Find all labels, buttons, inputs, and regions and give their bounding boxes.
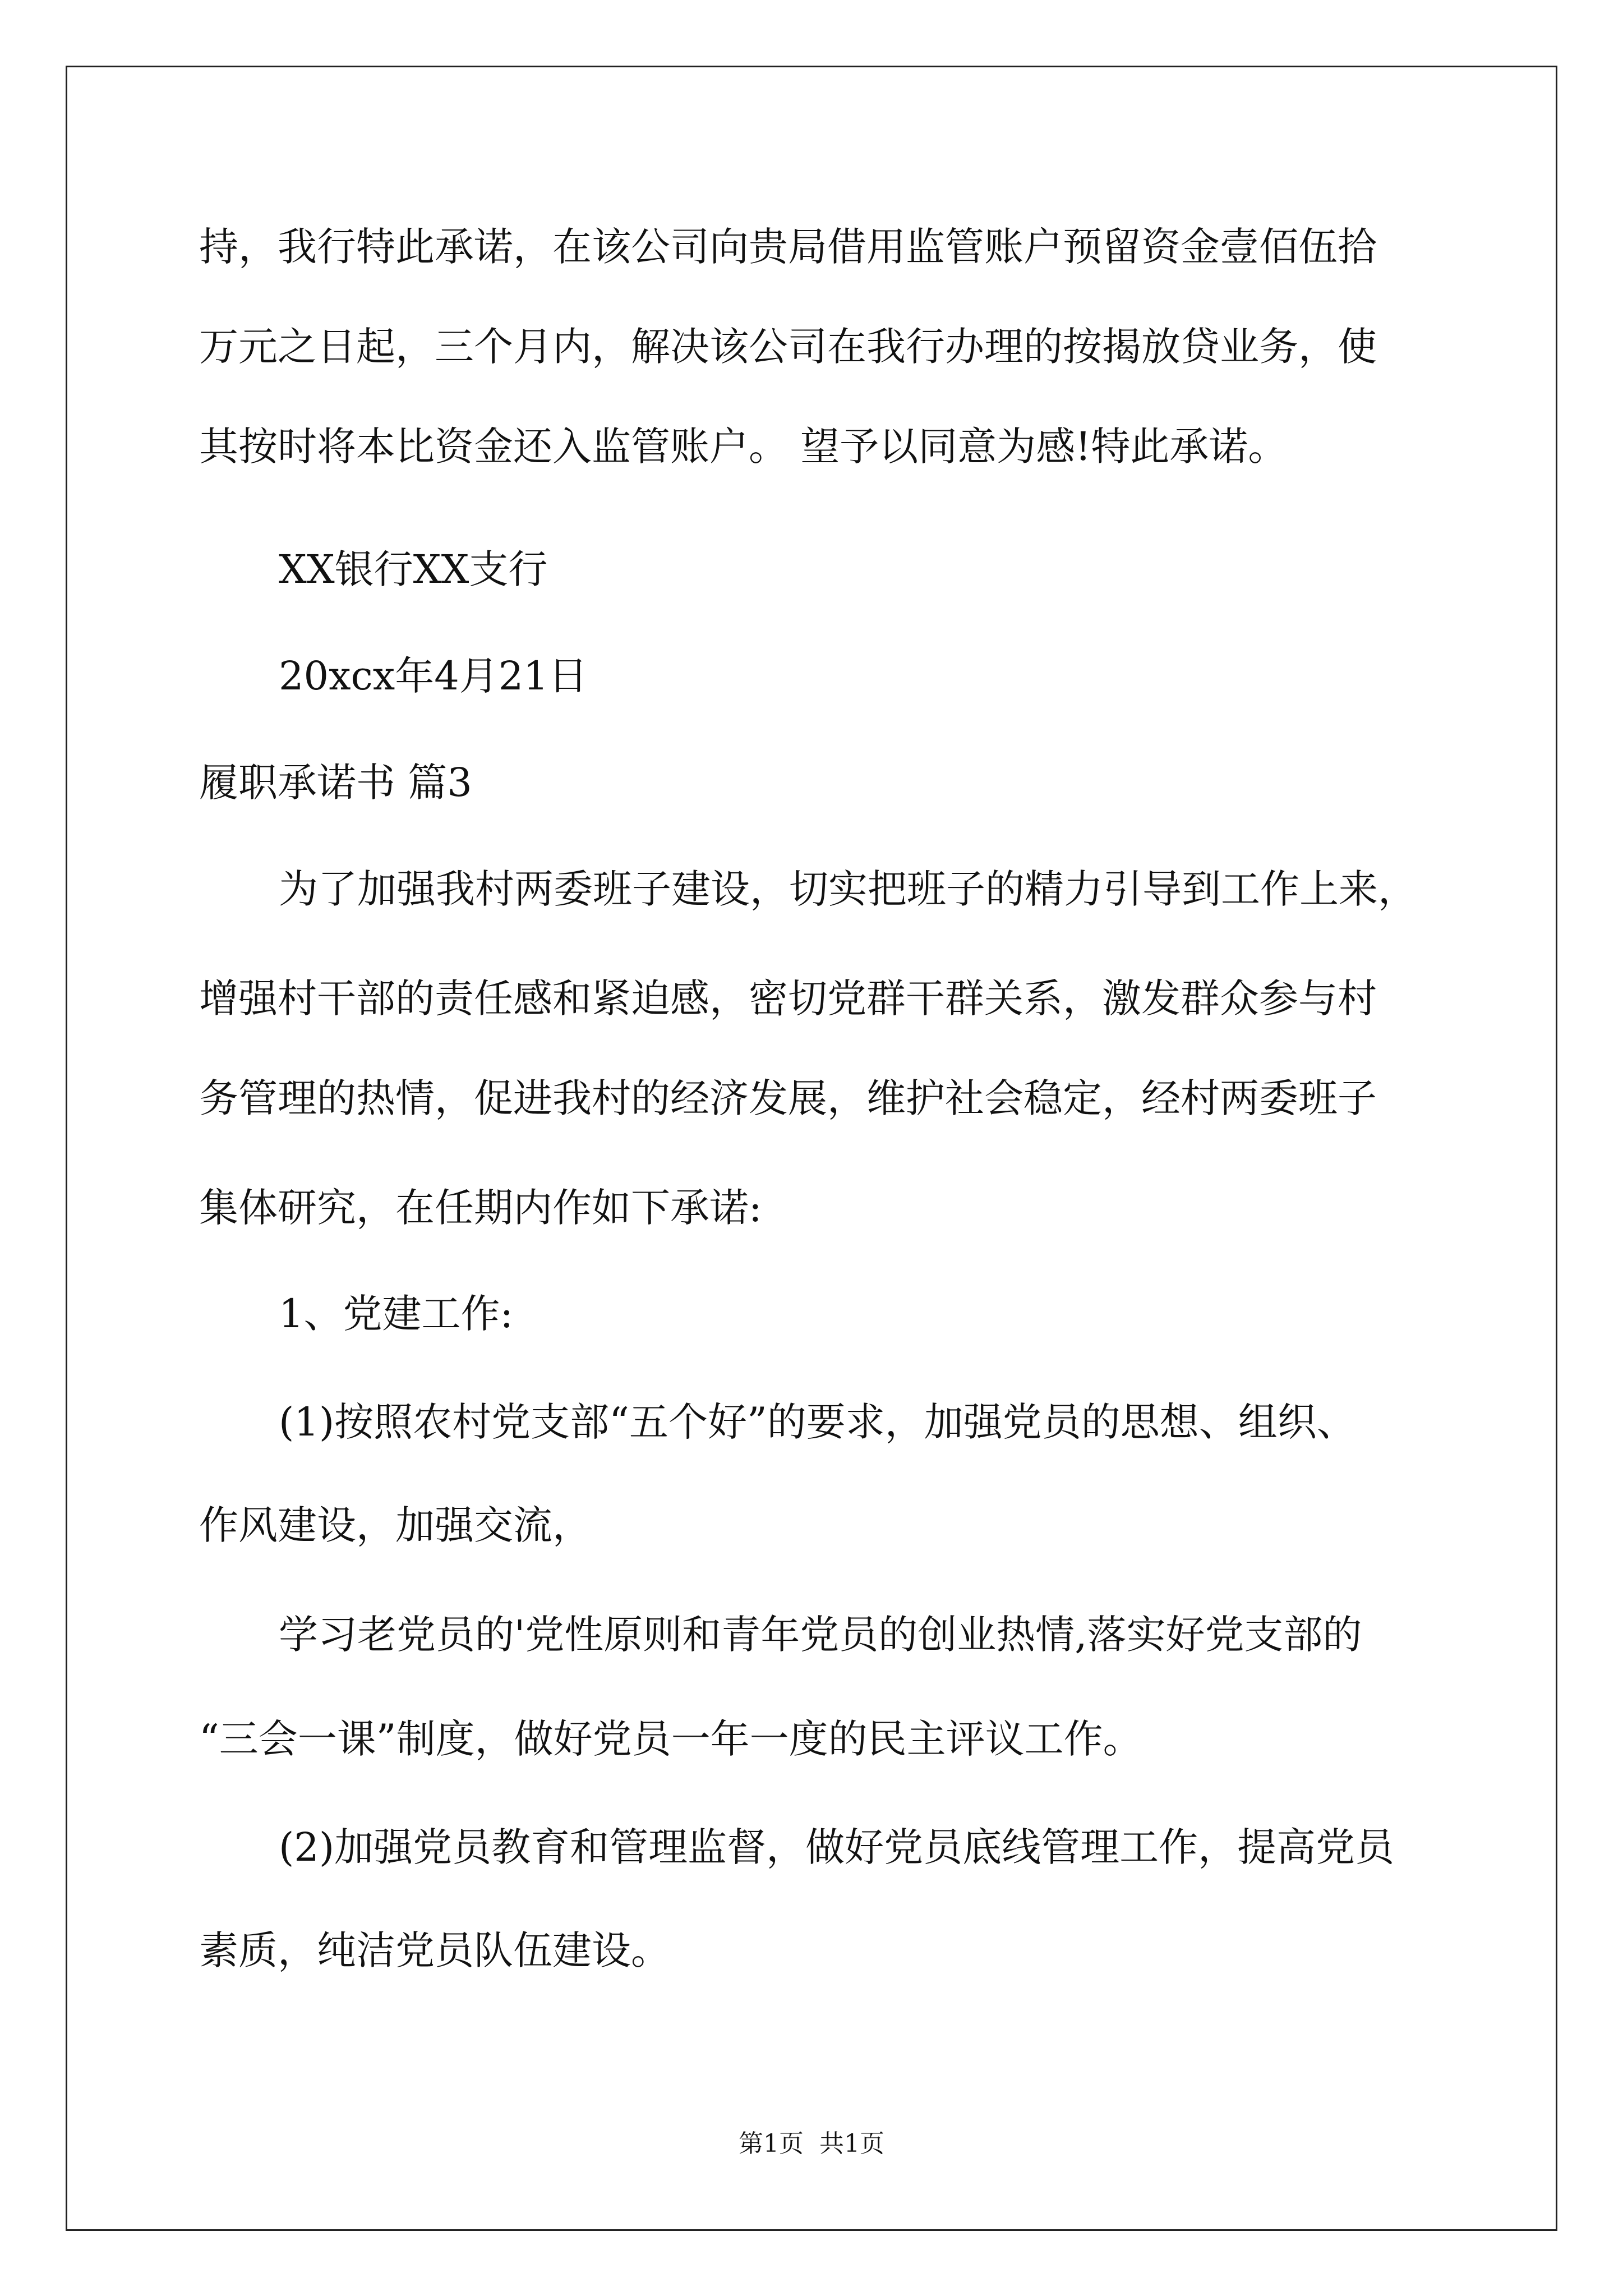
paragraph-line: (1)按照农村党支部“五个好”的要求，加强党员的思想、组织、	[279, 1399, 1356, 1445]
paragraph-line: 作风建设，加强交流，	[199, 1502, 592, 1548]
paragraph-line: 学习老党员的'党性原则和青年党员的创业热情,落实好党支部的	[279, 1612, 1362, 1658]
paragraph-line: 其按时将本比资金还入监管账户。 望予以同意为感!特此承诺。	[199, 424, 1288, 470]
paragraph-line: 持，我行特此承诺，在该公司向贵局借用监管账户预留资金壹佰伍拾	[199, 224, 1377, 270]
paragraph-line: 集体研究，在任期内作如下承诺:	[199, 1185, 762, 1231]
page-border	[66, 66, 1557, 2231]
page-footer: 第1页 共1页	[739, 2129, 884, 2158]
paragraph-line: 素质，纯洁党员队伍建设。	[199, 1927, 670, 1973]
paragraph-line: (2)加强党员教育和管理监督，做好党员底线管理工作，提高党员	[279, 1824, 1395, 1870]
list-heading: 1、党建工作:	[279, 1291, 514, 1337]
signature-date: 20xcx年4月21日	[279, 653, 588, 699]
section-heading: 履职承诺书 篇3	[199, 760, 472, 806]
paragraph-line: “三会一课”制度，做好党员一年一度的民主评议工作。	[199, 1716, 1142, 1762]
paragraph-line: 务管理的热情，促进我村的经济发展，维护社会稳定，经村两委班子	[199, 1075, 1377, 1121]
paragraph-line: 万元之日起，三个月内，解决该公司在我行办理的按揭放贷业务，使	[199, 324, 1377, 370]
paragraph-line: 增强村干部的责任感和紧迫感，密切党群干群关系，激发群众参与村	[199, 976, 1377, 1022]
signature-bank: XX银行XX支行	[279, 546, 548, 592]
paragraph-line: 为了加强我村两委班子建设，切实把班子的精力引导到工作上来，	[279, 866, 1417, 912]
